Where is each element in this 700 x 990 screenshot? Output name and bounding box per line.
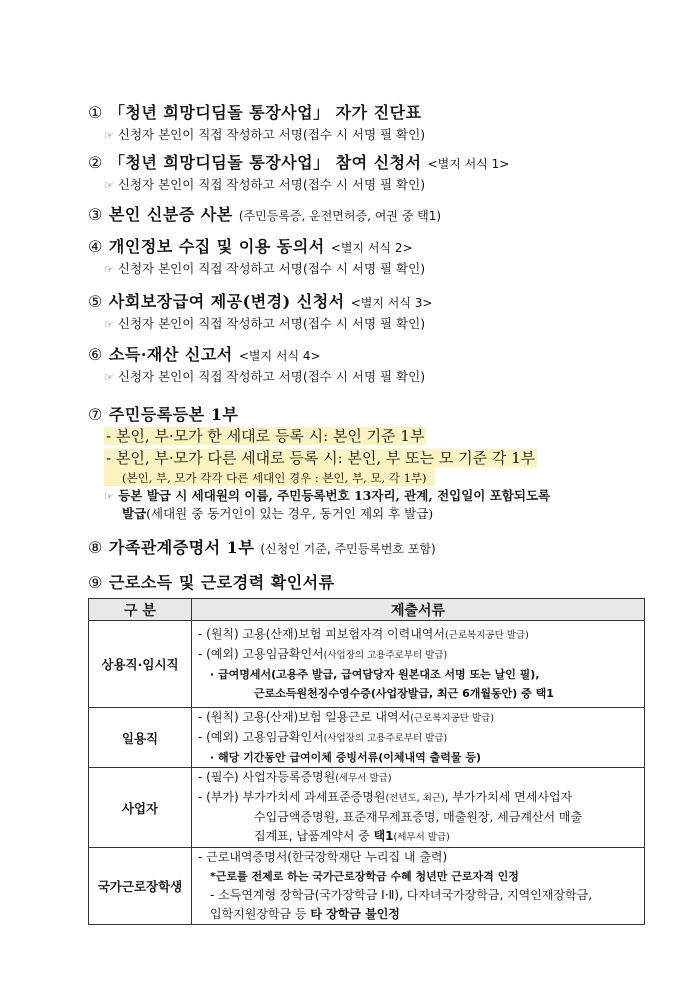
- line-bold: 택1: [373, 829, 394, 843]
- pointing-hand-icon: ☞: [104, 129, 114, 142]
- line-note: (세무서 발급): [393, 832, 450, 843]
- document-line: [198, 827, 638, 847]
- line-text: 수입금액증명원, 표준재무제표증명, 매출원장, 세금계산서 매출: [254, 810, 583, 824]
- table-header: [89, 599, 645, 621]
- category-cell: 일용직: [89, 708, 192, 768]
- item-title: 근로소득 및 근로경력 확인서류: [108, 573, 335, 592]
- line-note: (세무서 발급): [335, 773, 392, 784]
- item-subtitle: <별지 서식 3>: [350, 296, 433, 310]
- item-note: [104, 259, 425, 277]
- documents-cell: [192, 621, 645, 708]
- line-text: - 소득연계형 장학금(국가장학금 Ⅰ·Ⅱ), 다자녀국가장학금, 지역인재장학금,: [210, 888, 593, 902]
- document-line: [198, 768, 638, 788]
- document-line: [198, 625, 638, 645]
- item-number: ①: [88, 103, 103, 122]
- note-text: 발급: [122, 506, 147, 521]
- pointing-hand-icon: ☞: [104, 179, 114, 192]
- item-title: 「청년 희망디딤돌 통장사업」 자가 진단표: [108, 103, 422, 122]
- item-number: ②: [88, 153, 103, 172]
- line-text: - (부가) 부가가치세 과세표준증명원: [198, 790, 386, 804]
- line-text: 입학지원장학금 등: [210, 907, 311, 921]
- category-cell: 상용직·임시직: [89, 621, 192, 708]
- document-line: [198, 708, 638, 728]
- item-title: 「청년 희망디딤돌 통장사업」 참여 신청서: [108, 153, 422, 172]
- item-title: 가족관계증명서 1부: [108, 538, 255, 557]
- documents-cell: [192, 768, 645, 848]
- note-text: 신청자 본인이 직접 작성하고 서명(접수 시 서명 필 확인): [117, 261, 426, 276]
- item-heading: [88, 535, 436, 558]
- highlight-text: - 본인, 부·모가 한 세대로 등록 시: 본인 기준 1부: [106, 427, 425, 445]
- line-note: (사업장의 고용주로부터 발급): [323, 733, 448, 744]
- item-heading: [88, 342, 321, 365]
- document-line: [198, 788, 638, 808]
- document-line: [198, 886, 638, 905]
- item-note: [104, 175, 425, 193]
- item-subtitle: (주민등록증, 운전면허증, 여권 중 택1): [238, 209, 442, 223]
- item7-note2: [122, 504, 433, 522]
- documents-cell: [192, 708, 645, 768]
- item-heading: [88, 100, 422, 123]
- category-cell: 사업자: [89, 768, 192, 848]
- note-text: (세대원 중 동거인이 있는 경우, 동거인 제외 후 발급): [146, 506, 434, 521]
- table-row: [89, 621, 645, 708]
- table-row: [89, 848, 645, 925]
- document-line: [198, 867, 638, 886]
- line-text: 집계표, 납품계약서 중: [254, 829, 374, 843]
- header-documents: 제출서류: [192, 599, 645, 621]
- item-number: ⑨: [88, 573, 103, 592]
- line-text: - (예외) 고용임금확인서: [198, 647, 324, 661]
- item-subtitle: <별지 서식 4>: [238, 349, 321, 363]
- note-text: 신청자 본인이 직접 작성하고 서명(접수 시 서명 필 확인): [117, 177, 426, 192]
- item-heading: [88, 202, 441, 225]
- item7-line1: [104, 425, 426, 446]
- item-number: ⑦: [88, 405, 103, 424]
- pointing-hand-icon: ☞: [104, 263, 114, 276]
- table-row: [89, 708, 645, 768]
- item-heading: [88, 289, 432, 312]
- document-line: [198, 645, 638, 665]
- item-number: ③: [88, 205, 103, 224]
- item-number: ④: [88, 237, 103, 256]
- note-text: 등본 발급 시 세대원의 이름, 주민등록번호 13자리, 관계, 전입일이 포함되도록: [118, 488, 551, 503]
- item-title: 주민등록등본 1부: [108, 405, 239, 424]
- document-line: [198, 728, 638, 748]
- item-subtitle: <별지 서식 1>: [427, 157, 510, 171]
- document-line: [198, 808, 638, 827]
- line-text: *근로를 전제로 하는 국가근로장학금 수혜 청년만 근로자격 인정: [210, 870, 519, 883]
- document-line: [198, 665, 638, 684]
- highlight-text: - 본인, 부·모가 다른 세대로 등록 시: 본인, 부 또는 모 기준 각 1부: [106, 449, 536, 467]
- documents-table: [88, 598, 645, 925]
- item-heading: [88, 402, 238, 425]
- line-text: - (원칙) 고용(산재)보험 피보험자격 이력내역서: [198, 627, 445, 641]
- header-category: 구 분: [89, 599, 192, 621]
- line-text: , 부가가치세 면세사업자: [444, 790, 573, 804]
- pointing-hand-icon: ☞: [104, 318, 114, 331]
- document-line: [198, 905, 638, 924]
- item-title: 사회보장급여 제공(변경) 신청서: [108, 292, 345, 311]
- paren-text: (본인, 부, 모가 각각 다른 세대인 경우 : 본인, 부, 모, 각 1부): [122, 471, 427, 485]
- item-title: 본인 신분증 사본: [108, 205, 233, 224]
- item-title: 개인정보 수집 및 이용 동의서: [108, 237, 325, 256]
- line-text: 근로소득원천징수영수증(사업장발급, 최근 6개월동안) 중 택1: [254, 687, 554, 700]
- line-text: - (예외) 고용임금확인서: [198, 730, 324, 744]
- item-subtitle: (신청인 기준, 주민등록번호 포함): [260, 542, 436, 556]
- pointing-hand-icon: ☞: [104, 490, 114, 503]
- item-heading: [88, 234, 413, 257]
- item-heading: [88, 570, 335, 593]
- note-text: 신청자 본인이 직접 작성하고 서명(접수 시 서명 필 확인): [117, 316, 426, 331]
- line-note: (근로복지공단 발급): [410, 713, 495, 724]
- item-heading: [88, 150, 509, 173]
- document-line: [198, 684, 638, 703]
- line-bold: 타 장학금 불인정: [310, 907, 400, 921]
- item-number: ⑥: [88, 345, 103, 364]
- line-text: · 급여명세서(고용주 발급, 급여담당자 원본대조 서명 또는 날인 필),: [210, 668, 540, 681]
- note-text: 신청자 본인이 직접 작성하고 서명(접수 시 서명 필 확인): [117, 369, 426, 384]
- item-subtitle: <별지 서식 2>: [330, 241, 413, 255]
- line-note: (사업장의 고용주로부터 발급): [323, 650, 448, 661]
- item-note: [104, 125, 425, 143]
- item7-paren: [104, 467, 435, 486]
- item-title: 소득·재산 신고서: [108, 345, 233, 364]
- document-line: [198, 848, 638, 867]
- documents-cell: [192, 848, 645, 925]
- line-text: · 해당 기간동안 급여이체 증빙서류(이체내역 출력물 등): [210, 751, 481, 764]
- line-text: - (필수) 사업자등록증명원: [198, 770, 336, 784]
- pointing-hand-icon: ☞: [104, 371, 114, 384]
- table-row: [89, 768, 645, 848]
- line-note: (근로복지공단 발급): [444, 630, 529, 641]
- document-line: [198, 748, 638, 767]
- item-note: [104, 367, 425, 385]
- item7-note: [104, 486, 550, 504]
- line-note: (전년도, 최근): [385, 793, 445, 804]
- category-cell: 국가근로장학생: [89, 848, 192, 925]
- item-note: [104, 314, 425, 332]
- line-text: - 근로내역증명서(한국장학재단 누리집 내 출력): [198, 850, 448, 864]
- item-number: ⑧: [88, 538, 103, 557]
- note-text: 신청자 본인이 직접 작성하고 서명(접수 시 서명 필 확인): [117, 127, 426, 142]
- item7-line2: [104, 447, 537, 468]
- item-number: ⑤: [88, 292, 103, 311]
- line-text: - (원칙) 고용(산재)보험 일용근로 내역서: [198, 710, 411, 724]
